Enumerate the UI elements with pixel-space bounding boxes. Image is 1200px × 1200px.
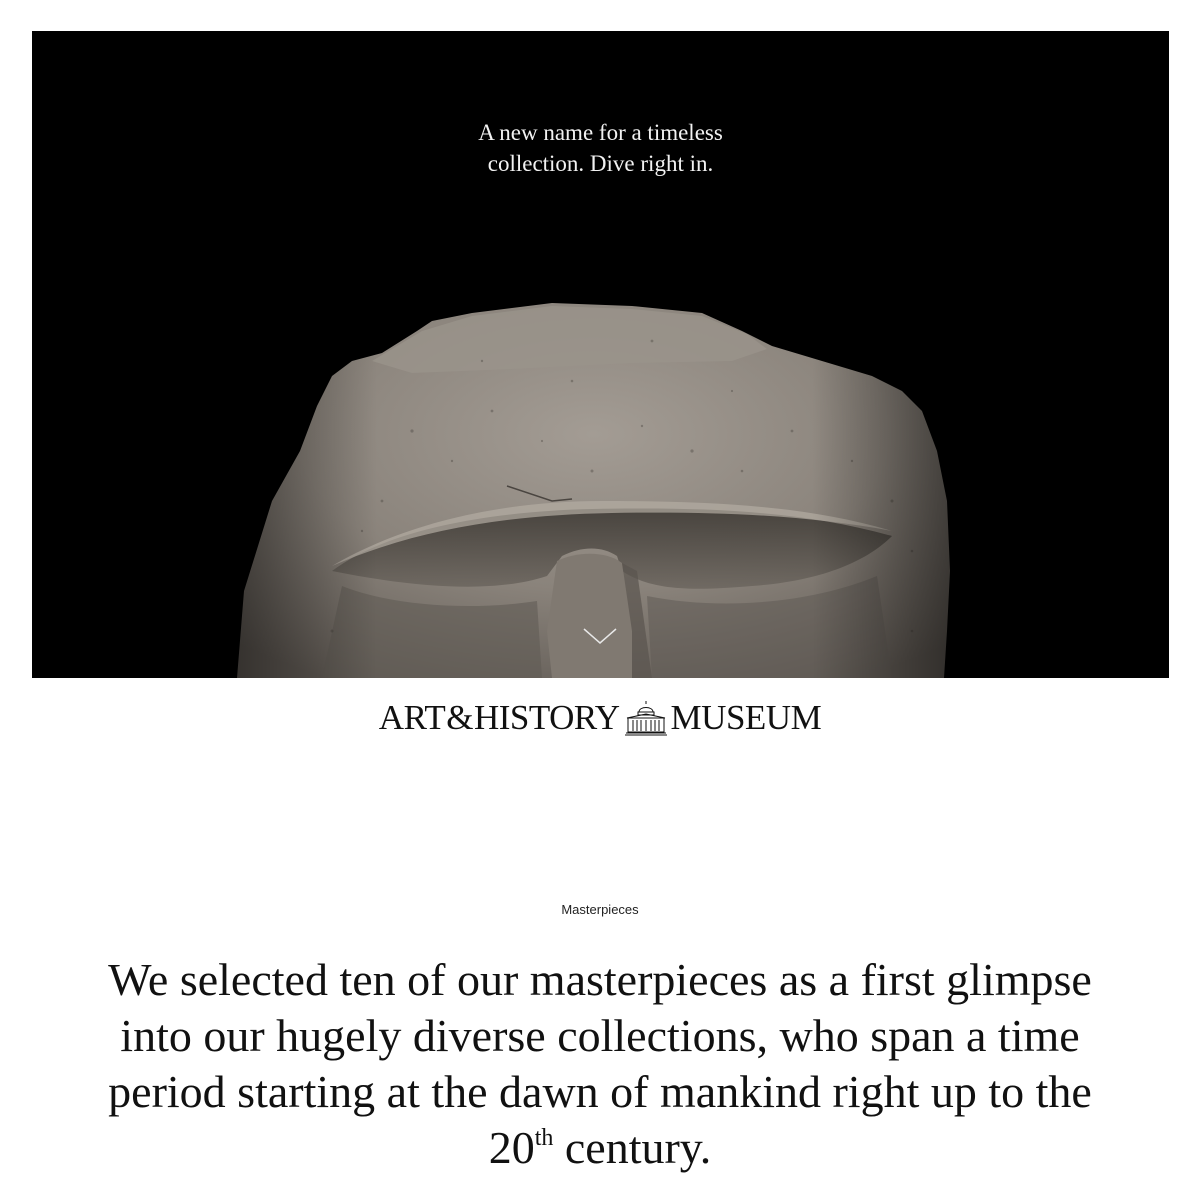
- museum-building-icon: [625, 700, 667, 736]
- masterpieces-intro: [80, 952, 1120, 1176]
- hero-tagline: [32, 117, 1169, 179]
- hero-tagline-line2: collection. Dive right in.: [487, 151, 714, 176]
- intro-ordinal-suffix: th: [534, 1125, 554, 1151]
- section-eyebrow: Masterpieces: [561, 902, 639, 917]
- museum-logo[interactable]: [0, 696, 1200, 740]
- hero-banner: [32, 31, 1169, 678]
- chevron-down-icon[interactable]: [582, 625, 618, 649]
- intro-text: We selected ten of our masterpieces as a first glimpse into our hugely diverse collections, who span a time period starting at the dawn of mankind right up to the 20: [108, 954, 1092, 1173]
- intro-text-end: century.: [553, 1122, 712, 1173]
- logo-word-history: HISTORY: [473, 698, 620, 737]
- hero-tagline-line1: A new name for a timeless: [478, 120, 723, 145]
- logo-ampersand: &: [446, 698, 473, 737]
- logo-word-museum: MUSEUM: [670, 698, 822, 737]
- logo-word-art: ART: [378, 698, 446, 737]
